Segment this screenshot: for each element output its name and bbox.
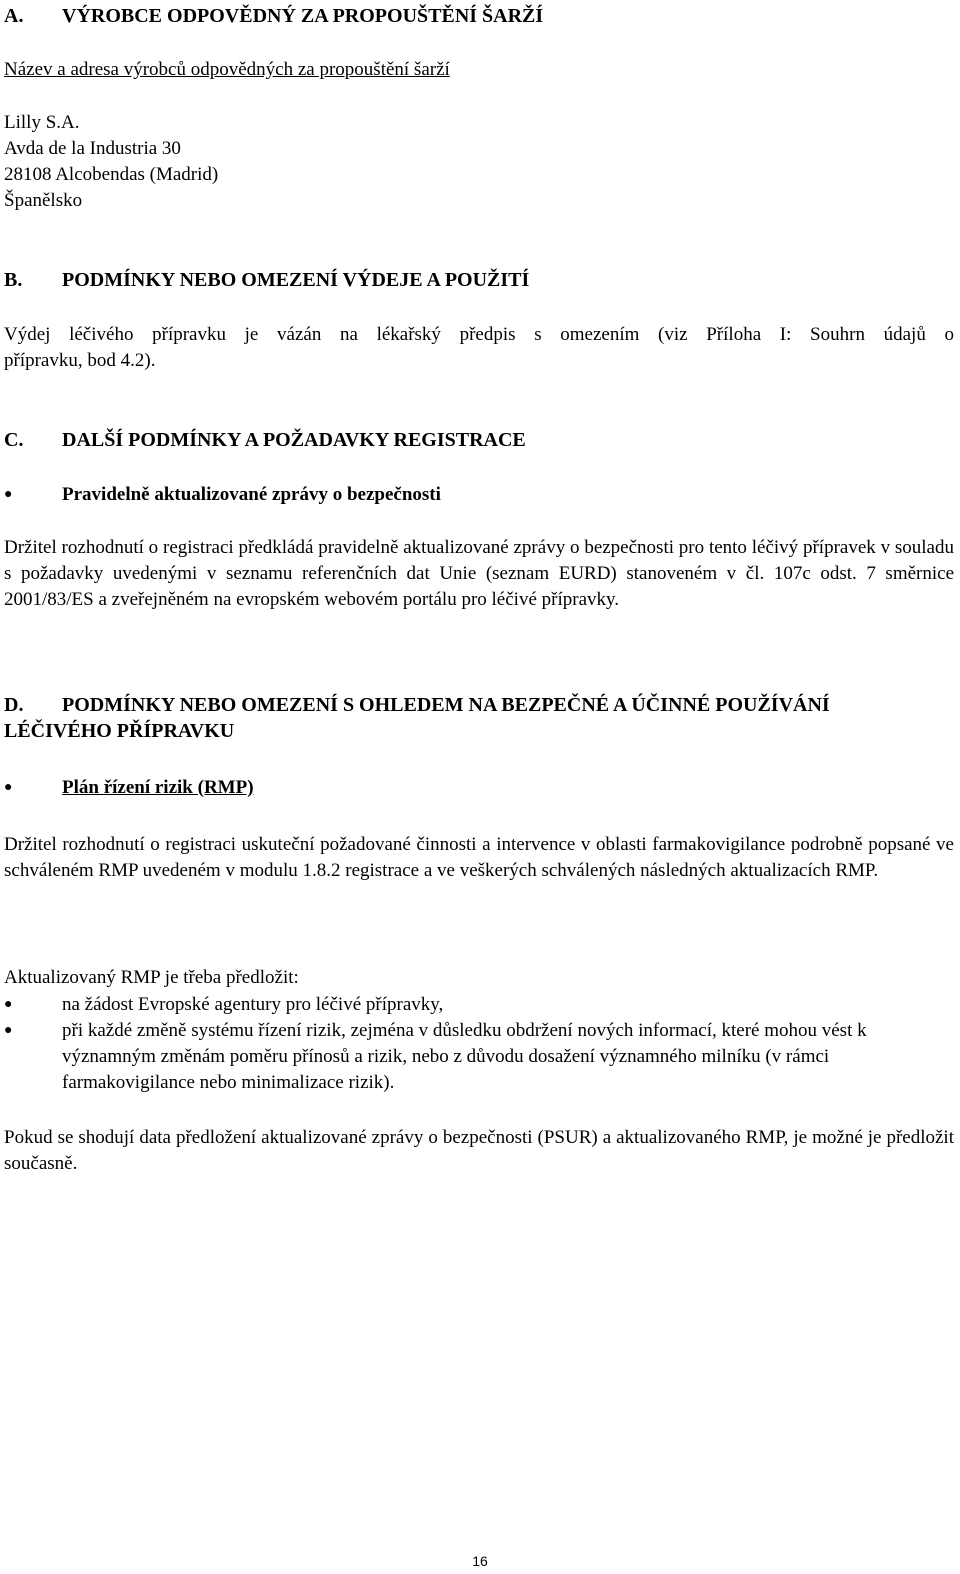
bullet-icon: ●	[4, 487, 13, 502]
rmp-submit-intro: Aktualizovaný RMP je třeba předložit:	[4, 967, 299, 988]
section-c-bullet-heading: Pravidelně aktualizované zprávy o bezpečnosti	[62, 484, 441, 505]
section-b-text-line: přípravku, bod 4.2).	[4, 350, 156, 371]
bullet-icon: ●	[4, 780, 13, 795]
section-a-title: VÝROBCE ODPOVĚDNÝ ZA PROPOUŠTĚNÍ ŠARŽÍ	[62, 5, 544, 27]
list-item	[4, 1018, 954, 1096]
section-d-title-line2: LÉČIVÉHO PŘÍPRAVKU	[4, 720, 235, 742]
section-d-bullet	[4, 775, 954, 801]
address-line: Španělsko	[4, 190, 83, 211]
section-b-text-line: Výdej léčivého přípravku je vázán na lékařský předpis s omezením (viz Příloha I: Souhrn údajů o	[4, 324, 954, 345]
section-c-bullet	[4, 482, 954, 508]
bullet-icon: ●	[4, 1023, 13, 1038]
bullet-icon: ●	[4, 997, 13, 1012]
section-d-text: Držitel rozhodnutí o registraci uskuteční požadované činnosti a intervence v oblasti farmakovigilance podrobně popsané ve schváleném RMP uvedeném v modulu 1.8.2 registrace a ve veškerých schválených následných aktualizacích RMP.	[4, 834, 954, 881]
section-c-letter: C.	[4, 429, 24, 451]
section-b-heading	[4, 267, 954, 293]
section-d-title-line1: PODMÍNKY NEBO OMEZENÍ S OHLEDEM NA BEZPEČNÉ A ÚČINNÉ POUŽÍVÁNÍ	[62, 694, 830, 716]
list-item-text: při každé změně systému řízení rizik, zejména v důsledku obdržení nových informací, které mohou vést k významným změnám poměru přínosů a rizik, nebo z důvodu dosažení významného milníku (v rámci farmakovigilance nebo minimalizace rizik).	[62, 1020, 867, 1093]
address-line: 28108 Alcobendas (Madrid)	[4, 164, 219, 185]
section-c-title: DALŠÍ PODMÍNKY A POŽADAVKY REGISTRACE	[62, 429, 526, 451]
closing-paragraph: Pokud se shodují data předložení aktualizované zprávy o bezpečnosti (PSUR) a aktualizovaného RMP, je možné je předložit současně.	[4, 1127, 954, 1174]
list-item	[4, 992, 954, 1018]
address-line: Avda de la Industria 30	[4, 138, 181, 159]
address-line: Lilly S.A.	[4, 112, 80, 133]
section-a-heading	[4, 3, 954, 29]
manufacturer-address	[4, 110, 954, 214]
section-a-letter: A.	[4, 5, 24, 27]
page-number: 16	[472, 1553, 488, 1569]
section-b-text	[4, 322, 954, 374]
section-a-subtitle-text: Název a adresa výrobců odpovědných za propouštění šarží	[4, 59, 450, 80]
section-b-letter: B.	[4, 269, 23, 291]
section-b-title: PODMÍNKY NEBO OMEZENÍ VÝDEJE A POUŽITÍ	[62, 269, 530, 291]
section-d-letter: D.	[4, 694, 24, 716]
section-a-subtitle	[4, 57, 954, 83]
rmp-submit-list	[4, 992, 954, 1096]
section-c-heading	[4, 427, 954, 453]
section-d-heading	[4, 692, 954, 744]
section-c-text: Držitel rozhodnutí o registraci předkládá pravidelně aktualizované zprávy o bezpečnosti pro tento léčivý přípravek v souladu s požadavky uvedenými v seznamu referenčních dat Unie (seznam EURD) stanoveném v čl. 107c odst. 7 směrnice 2001/83/ES a zveřejněném na evropském webovém portálu pro léčivé přípravky.	[4, 537, 954, 610]
section-d-bullet-heading: Plán řízení rizik (RMP)	[62, 777, 254, 798]
list-item-text: na žádost Evropské agentury pro léčivé přípravky,	[62, 994, 444, 1015]
